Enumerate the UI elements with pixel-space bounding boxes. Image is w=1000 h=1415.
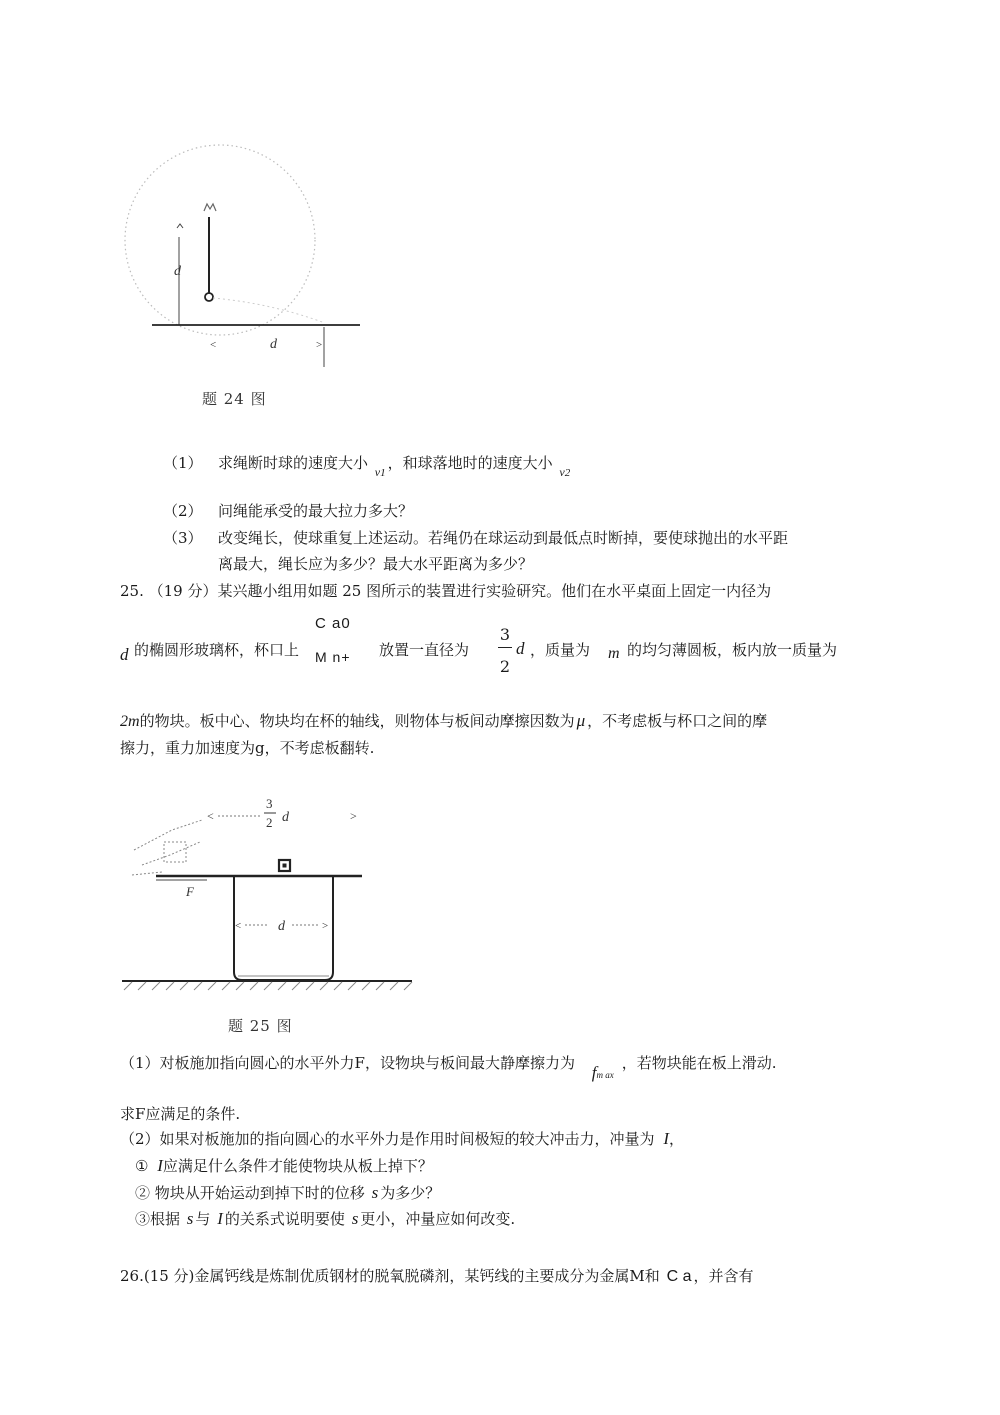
sub3-s-symbol-2: s [351, 1209, 359, 1228]
inner-right-arrow: > [322, 920, 329, 932]
figure-25-caption: 题 25 图 [228, 1017, 293, 1035]
trajectory-circle [125, 145, 315, 335]
q25-part1-text-b: ，若物块能在板上滑动. [621, 1054, 777, 1072]
table-hatching [124, 982, 412, 990]
q25-line3 [120, 710, 767, 731]
q25-sub1 [135, 1155, 433, 1176]
fraction-bar [498, 647, 512, 648]
q25-line3-end: ，不考虑板与杯口之间的摩 [587, 712, 768, 730]
q25-sub2-text-a: ② 物块从开始运动到掉下时的位移 [135, 1184, 365, 1202]
block-inner [283, 864, 287, 868]
dim-d-label: d [282, 810, 289, 825]
ocr-artifact-bottom: M n+ [315, 649, 351, 665]
displacement-symbol: s [371, 1183, 379, 1202]
q24-part1-text-b: ，和球落地时的速度大小 [387, 454, 553, 472]
figure-24-diagram [120, 135, 380, 425]
ocr-artifact-top: C a0 [315, 615, 351, 632]
q24-part1-text [218, 452, 571, 479]
sub3-s-symbol: s [186, 1209, 194, 1228]
horizontal-d-label: d [270, 337, 277, 352]
circled-one: ① [135, 1157, 149, 1175]
vertical-d-label: d [174, 264, 181, 279]
figure-24-caption: 题 24 图 [202, 390, 267, 408]
q25-part2-comma: ， [669, 1130, 685, 1148]
q24-part1-number: （1） [163, 454, 203, 472]
q25-sub3-text-b: 与 [195, 1210, 211, 1228]
q25-line4: 擦力，重力加速度为g，不考虑板翻转. [120, 739, 375, 757]
dim-left-arrow: < [207, 809, 214, 823]
q25-line2 [120, 615, 900, 685]
dim-fraction-num: 3 [266, 796, 273, 811]
q25-sub3-text-a: ③根据 [135, 1210, 181, 1228]
inner-left-arrow: < [235, 920, 242, 932]
q25-line2-seg2: 放置一直径为 [379, 641, 470, 659]
q25-sub3-text-d: 更小，冲量应如何改变. [360, 1210, 516, 1228]
q24-part2-text: 问绳能承受的最大拉力多大？ [218, 502, 414, 520]
hand-sketch [204, 204, 216, 211]
sub1-impulse-symbol: I [157, 1156, 163, 1175]
v2-symbol: v2 [559, 465, 571, 479]
q25-line2-seg4: 的均匀薄圆板，板内放一质量为 [627, 641, 838, 659]
ca-symbol: C a [666, 1268, 692, 1285]
v1-symbol: v1 [374, 465, 386, 479]
force-label: F [186, 884, 194, 899]
q24-part3-line1: 改变绳长，使球重复上述运动。若绳仍在球运动到最低点时断掉，要使球抛出的水平距 [218, 529, 789, 547]
q24-part2-number: （2） [163, 502, 203, 520]
dim-fraction-den: 2 [266, 815, 273, 830]
q25-part1-line1 [120, 1052, 777, 1082]
m-symbol: m [608, 645, 620, 662]
figure-24 [120, 135, 380, 425]
q25-sub3-text-c: 的关系式说明要使 [224, 1210, 345, 1228]
figure-25-diagram [112, 780, 432, 1040]
inner-d-label: d [278, 919, 285, 934]
arrow-mark [177, 224, 183, 228]
sub3-impulse-symbol: I [217, 1209, 223, 1228]
fmax-symbol: fm ax [591, 1063, 614, 1082]
fraction-numerator: 3 [499, 625, 511, 644]
figure-25 [112, 780, 432, 1040]
q24-part3-number: （3） [163, 529, 203, 547]
q25-sub3 [135, 1208, 515, 1229]
q25-line3-text: 的物块。板中心、物块均在杯的轴线，则物体与板间动摩擦因数为 [139, 712, 575, 730]
projectile-path [213, 298, 325, 323]
q25-intro: 25. （19 分）某兴趣小组用如题 25 图所示的装置进行实验研究。他们在水平桌面上固定一内径为 [120, 582, 772, 600]
two-m-symbol: 2m [120, 713, 140, 730]
ball [205, 293, 213, 301]
q25-sub1-text: 应满足什么条件才能使物块从板上掉下？ [162, 1157, 433, 1175]
left-arrow: < [210, 339, 217, 351]
mu-symbol: μ [576, 711, 586, 730]
q26-line [120, 1265, 753, 1286]
fraction-denominator: 2 [499, 657, 511, 676]
q25-part1-line2: 求F应满足的条件. [120, 1105, 241, 1123]
q25-line2-seg3: ，质量为 [530, 641, 591, 659]
hammer-sketch [132, 820, 202, 875]
q25-sub2 [135, 1182, 440, 1203]
q25-line2-seg1: 的椭圆形玻璃杯，杯口上 [134, 641, 300, 659]
q26-text-b: ，并含有 [693, 1267, 754, 1285]
right-arrow: > [316, 339, 323, 351]
d-symbol: d [120, 645, 129, 664]
q25-part1-text-a: （1）对板施加指向圆心的水平外力F，设物块与板间最大静摩擦力为 [120, 1054, 575, 1072]
q24-part1-text-a: 求绳断时球的速度大小 [218, 454, 369, 472]
impulse-symbol: I [663, 1129, 670, 1148]
dim-right-arrow: > [350, 809, 357, 823]
q25-part2-text: （2）如果对板施加的指向圆心的水平外力是作用时间极短的较大冲击力，冲量为 [120, 1130, 655, 1148]
d-symbol-2: d [516, 639, 525, 658]
q25-part2-line [120, 1128, 684, 1149]
q25-sub2-text-b: 为多少？ [380, 1184, 441, 1202]
q24-part3-line2: 离最大，绳长应为多少？最大水平距离为多少？ [218, 555, 534, 573]
q26-text-a: 26.(15 分)金属钙线是炼制优质钢材的脱氧脱磷剂，某钙线的主要成分为金属M和 [120, 1267, 660, 1285]
